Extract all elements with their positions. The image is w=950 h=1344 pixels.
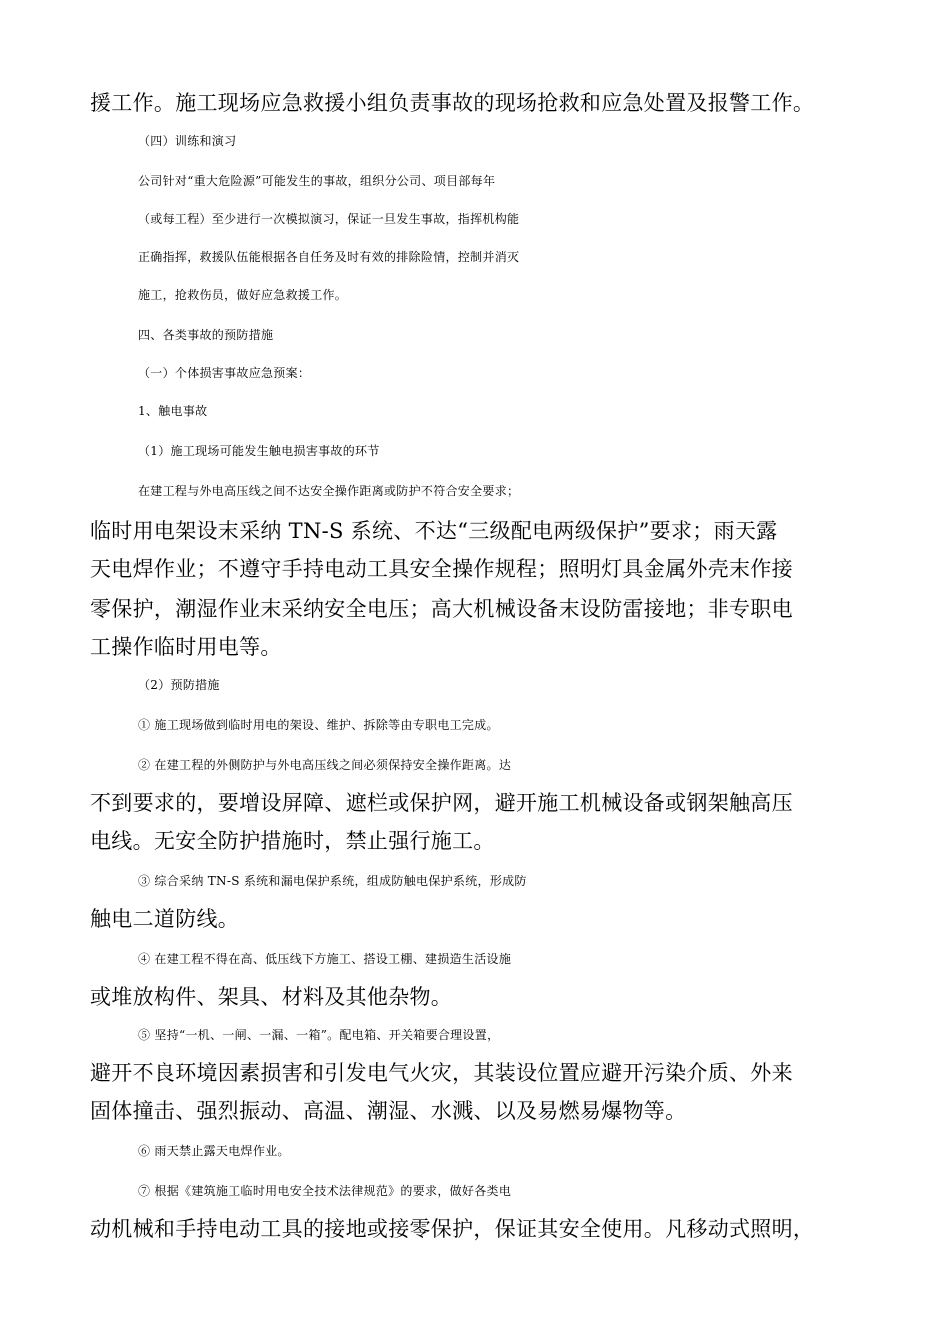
text-line: 触电二道防线。	[90, 907, 240, 931]
section-heading: （一）个体损害事故应急预案：	[138, 366, 311, 380]
list-item: ④ 在建工程不得在高、低压线下方施工、搭设工棚、建损造生活设施	[138, 952, 512, 966]
section-heading: 四、各类事故的预防措施	[138, 328, 274, 342]
text-line: 正确指挥，救援队伍能根据各自任务及时有效的排除险情，控制并消灭	[138, 250, 520, 264]
list-item: ⑦ 根据《建筑施工临时用电安全技术法律规范》的要求，做好各类电	[138, 1184, 512, 1198]
text-line: 公司针对“重大危险源”可能发生的事故，组织分公司、项目部每年	[138, 174, 496, 188]
text-line: 不到要求的，要增设屏障、遮栏或保护网，避开施工机械设备或钢架触高压	[90, 791, 793, 815]
text-line: 电线。无安全防护措施时，禁止强行施工。	[90, 829, 495, 853]
list-item: ② 在建工程的外侧防护与外电高压线之间必须保持安全操作距离。达	[138, 758, 512, 772]
section-heading: （四）训练和演习	[138, 134, 237, 148]
text-line: 天电焊作业；不遵守手持电动工具安全操作规程；照明灯具金属外壳末作接	[90, 557, 793, 581]
text-line: 避开不良环境因素损害和引发电气火灾，其装设位置应避开污染介质、外来	[90, 1061, 793, 1085]
text-line: 动机械和手持电动工具的接地或接零保护，保证其安全使用。凡移动式照明，	[90, 1217, 815, 1241]
section-heading: （2）预防措施	[138, 678, 220, 692]
section-heading: 1、触电事故	[138, 404, 208, 418]
list-item: ③ 综合采纳 TN-S 系统和漏电保护系统，组成防触电保护系统，形成防	[138, 874, 527, 888]
list-item: ⑤ 坚持“一机、一闸、一漏、一箱”。配电箱、开关箱要合理设置，	[138, 1028, 500, 1042]
text-line: 援工作。施工现场应急救援小组负责事故的现场抢救和应急处置及报警工作。	[90, 91, 815, 115]
section-heading: （1）施工现场可能发生触电损害事故的环节	[138, 444, 380, 458]
text-line: 或堆放构件、架具、材料及其他杂物。	[90, 985, 453, 1009]
list-item: ① 施工现场做到临时用电的架设、维护、拆除等由专职电工完成。	[138, 718, 499, 732]
text-line: 工操作临时用电等。	[90, 635, 282, 659]
list-item: ⑥ 雨天禁止露天电焊作业。	[138, 1144, 290, 1158]
text-line: 固体撞击、强烈振动、高温、潮湿、水溅、以及易燃易爆物等。	[90, 1099, 687, 1123]
text-line: 施工，抢救伤员，做好应急救援工作。	[138, 288, 348, 302]
text-line: 临时用电架设末采纳 TN-S 系统、不达“三级配电两级保护”要求；雨天露	[90, 519, 778, 543]
text-line: （或每工程）至少进行一次模拟演习，保证一旦发生事故，指挥机构能	[138, 212, 520, 226]
text-line: 在建工程与外电高压线之间不达安全操作距离或防护不符合安全要求；	[138, 484, 520, 498]
text-line: 零保护，潮湿作业末采纳安全电压；高大机械设备末设防雷接地；非专职电	[90, 597, 793, 621]
